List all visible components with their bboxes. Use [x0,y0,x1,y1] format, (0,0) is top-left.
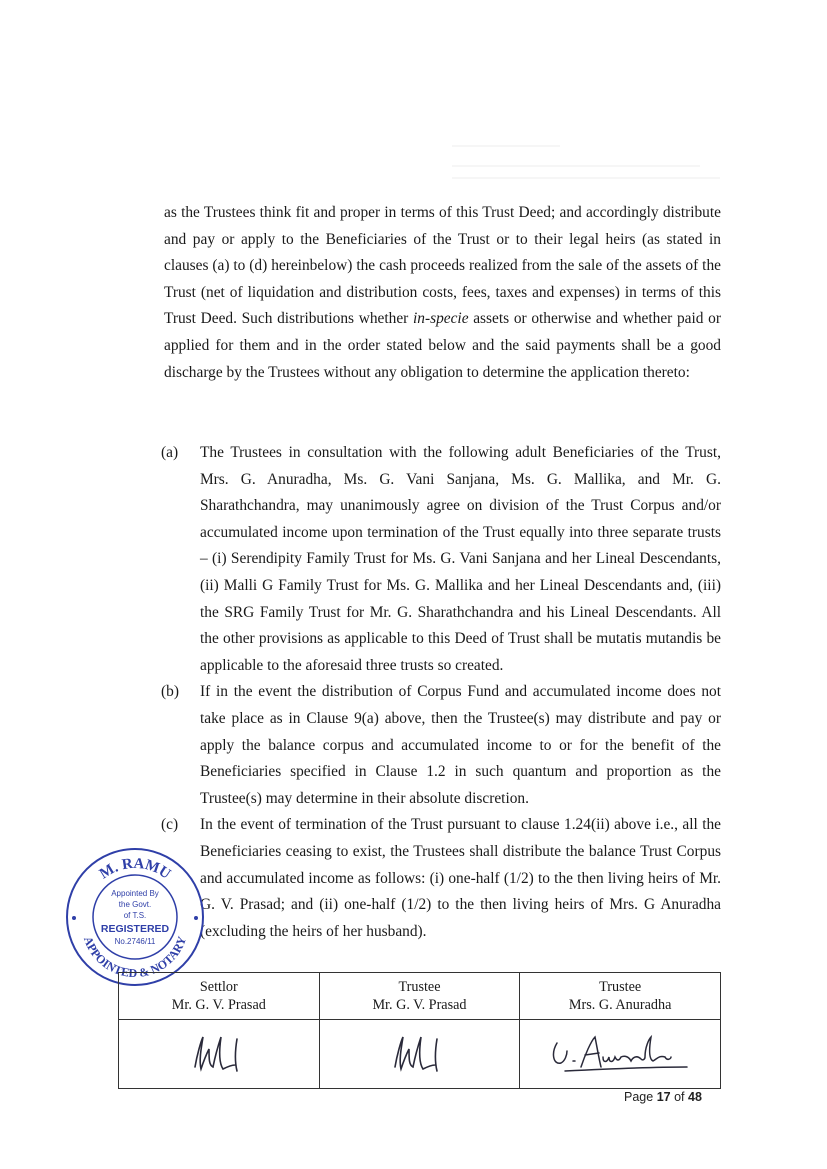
bleed-through-marks [0,0,827,200]
role-label: Trustee [398,979,441,995]
clause-marker: (b) [161,683,179,701]
page-footer [624,1090,702,1104]
signature-table [118,972,721,1089]
settlor-cell [119,973,320,1020]
signatory-name: Mr. G. V. Prasad [372,997,467,1013]
page-label: Page [624,1090,654,1104]
signature-trustee-2 [520,1020,721,1089]
clause-a [161,440,721,679]
handwritten-signature-prasad [379,1027,459,1077]
clause-list [161,440,721,945]
clause-text: In the event of termination of the Trust pursuant to clause 1.24(ii) above i.e., all the Beneficiaries ceasing to exist, the Trustees shall distribute the balance Trust Corpus and accumulated income as follows: (i) one-half (1/2) to the then living heirs of Mr. G. V. Prasad; and (ii) one-half (1/2) to the then living heirs of Mrs. G Anuradha (excluding the heirs of her husband). [200,816,721,940]
handwritten-signature-prasad [179,1027,259,1077]
page-number: 17 [656,1090,671,1104]
intro-text-end: assets or otherwise and whether paid or applied for them and in the order stated below and the said payments shall be a good discharge by the Trustees without any obligation to determine the application thereto: [164,310,721,381]
intro-text-italic: in-specie [412,310,469,328]
stamp-line-2: the Govt. [118,900,152,909]
intro-text-start: as the Trustees think fit and proper in terms of this Trust Deed; and accordingly distribute and pay or apply to the Beneficiaries of the Trust or to their legal heirs (as stated in clauses (a) to (d) hereinbelow) the cash proceeds realized from the sale of the assets of the Trust (net of liquidation and distribution costs, fees, taxes and expenses) in terms of this Trust Deed. Such distributions whether [164,204,721,328]
stamp-line-4: REGISTERED [100,923,170,935]
signatory-name: Mr. G. V. Prasad [171,997,266,1013]
svg-text:M. RAMU [97,856,174,883]
stamp-line-5: No.2746/11 [114,937,156,946]
stamp-bottom-text: APPOINTED & NOTARY [80,934,190,981]
stamp-line-1: Appointed By [111,889,159,898]
signature-trustee-1 [319,1020,520,1089]
of-label: of [674,1090,685,1104]
role-label: Settlor [199,979,238,995]
trustee-cell-1 [319,973,520,1020]
clause-marker: (a) [161,444,179,461]
page-total: 48 [688,1090,702,1104]
stamp-line-3: of T.S. [123,911,147,920]
clause-text: If in the event the distribution of Corpus Fund and accumulated income does not take place as in Clause 9(a) above, then the Trustee(s) may distribute and pay or apply the balance corpus and accumulated income to or for the benefit of the Beneficiaries specified in Clause 1.2 in such quantum and proportion as the Trustee(s) may determine in their absolute discretion. [200,683,721,807]
clause-b [161,679,721,812]
intro-paragraph [164,200,721,386]
signature-settlor [119,1020,320,1089]
clause-text: The Trustees in consultation with the following adult Beneficiaries of the Trust, Mrs. G. Anuradha, Ms. G. Vani Sanjana, Ms. G. Mallika, and Mr. G. Sharathchandra, may unanimously agree on division of the Trust Corpus and/or accumulated income upon termination of the Trust equally into three separate trusts – (i) Serendipity Family Trust for Ms. G. Vani Sanjana and her Lineal Descendants, (ii) Malli G Family Trust for Ms. G. Mallika and her Lineal Descendants and, (iii) the SRG Family Trust for Mr. G. Sharathchandra and his Lineal Descendants. All the other provisions as applicable to this Deed of Trust shall be mutatis mutandis be applicable to the aforesaid three trusts so created. [200,444,721,674]
clause-marker: (c) [161,816,179,834]
stamp-name: M. RAMU [96,855,174,883]
notary-stamp [64,846,206,988]
handwritten-signature-anuradha [545,1027,695,1077]
signature-row [119,1020,721,1089]
trustee-cell-2 [520,973,721,1020]
role-label: Trustee [599,979,642,995]
signatory-name: Mrs. G. Anuradha [568,997,672,1013]
signature-header-row [119,973,721,1020]
clause-c [161,812,721,945]
